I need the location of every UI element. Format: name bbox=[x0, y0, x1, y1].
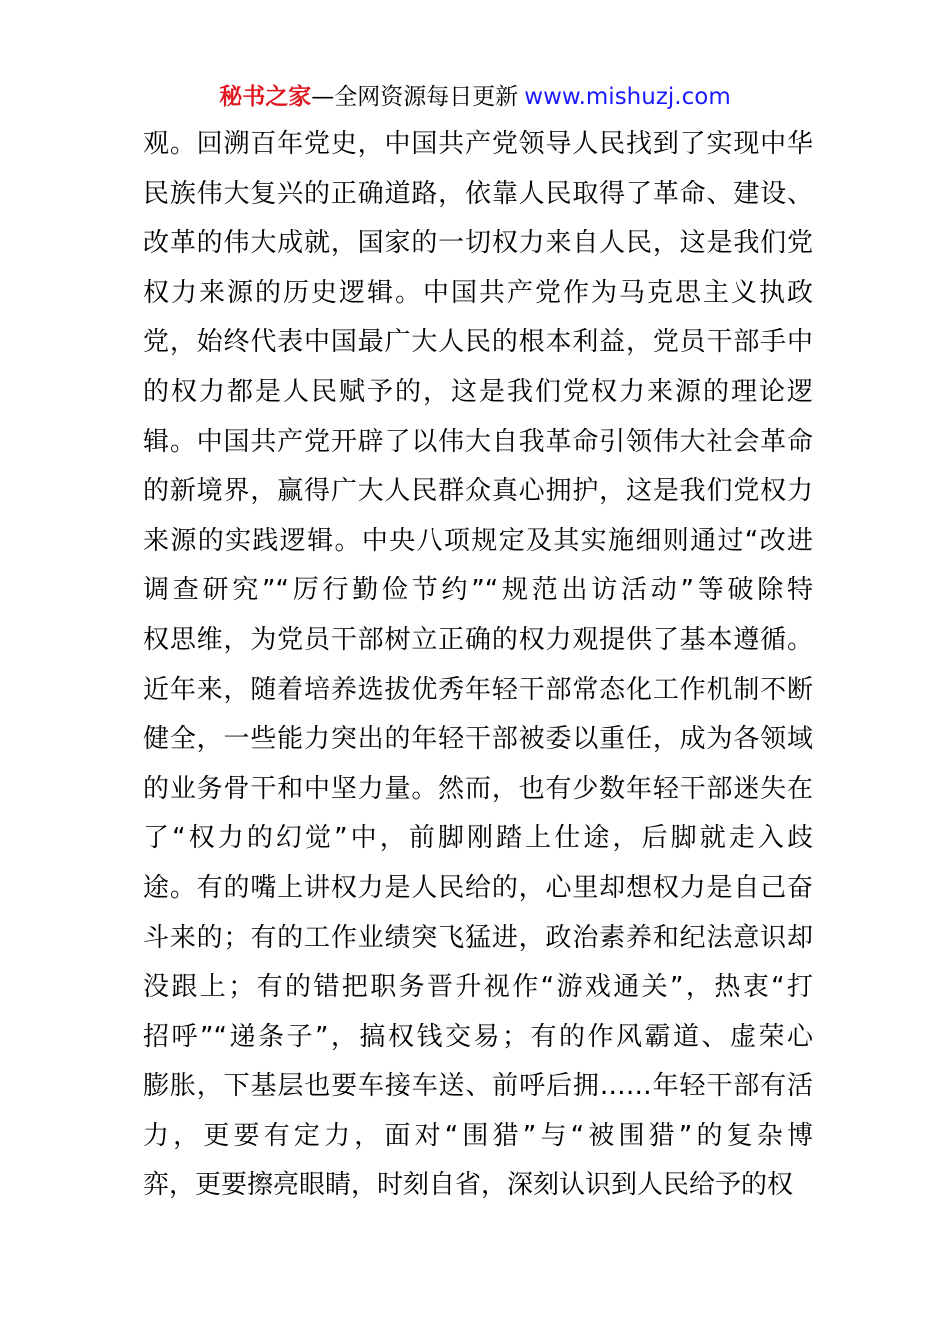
text-line: 的权力都是人民赋予的，这是我们党权力来源的理论逻 bbox=[143, 376, 813, 407]
text-line: 健全，一些能力突出的年轻干部被委以重任，成为各领域 bbox=[143, 724, 813, 755]
page-header bbox=[0, 80, 950, 114]
text-line: 的业务骨干和中坚力量。然而，也有少数年轻干部迷失在 bbox=[143, 773, 813, 804]
text-line: 观。回溯百年党史，中国共产党领导人民找到了实现中华 bbox=[143, 129, 813, 159]
text-line: 斗来的；有的工作业绩突飞猛进，政治素养和纪法意识却 bbox=[143, 922, 813, 953]
site-tagline: —全网资源每日更新 bbox=[311, 84, 519, 110]
text-line: 改革的伟大成就，国家的一切权力来自人民，这是我们党 bbox=[143, 228, 813, 259]
site-brand: 秘书之家 bbox=[219, 84, 312, 110]
text-line: 权力来源的历史逻辑。中国共产党作为马克思主义执政 bbox=[143, 277, 813, 308]
text-line: 辑。中国共产党开辟了以伟大自我革命引领伟大社会革命 bbox=[143, 426, 813, 457]
text-line: 来源的实践逻辑。中央八项规定及其实施细则通过“改进 bbox=[143, 525, 813, 556]
text-line: 招呼”“递条子”，搞权钱交易；有的作风霸道、虚荣心 bbox=[143, 1021, 813, 1052]
document-body bbox=[143, 120, 813, 1211]
text-line: 没跟上；有的错把职务晋升视作“游戏通关”，热衷“打 bbox=[143, 972, 813, 1003]
text-line: 民族伟大复兴的正确道路，依靠人民取得了革命、建设、 bbox=[143, 178, 813, 209]
text-line: 权思维，为党员干部树立正确的权力观提供了基本遵循。 bbox=[143, 624, 813, 655]
text-line: 力，更要有定力，面对“围猎”与“被围猎”的复杂博 bbox=[143, 1120, 813, 1151]
text-line: 弈，更要擦亮眼睛，时刻自省，深刻认识到人民给予的权 bbox=[143, 1170, 794, 1201]
text-line: 党，始终代表中国最广大人民的根本利益，党员干部手中 bbox=[143, 327, 813, 358]
site-url-link[interactable]: www.mishuzj.com bbox=[524, 84, 731, 110]
text-line: 膨胀，下基层也要车接车送、前呼后拥……年轻干部有活 bbox=[143, 1071, 813, 1102]
text-line: 调查研究”“厉行勤俭节约”“规范出访活动”等破除特 bbox=[143, 575, 813, 606]
text-line: 的新境界，赢得广大人民群众真心拥护，这是我们党权力 bbox=[143, 476, 813, 507]
text-line: 途。有的嘴上讲权力是人民给的，心里却想权力是自己奋 bbox=[143, 872, 813, 903]
text-line: 近年来，随着培养选拔优秀年轻干部常态化工作机制不断 bbox=[143, 674, 813, 705]
text-line: 了“权力的幻觉”中，前脚刚踏上仕途，后脚就走入歧 bbox=[143, 823, 813, 854]
